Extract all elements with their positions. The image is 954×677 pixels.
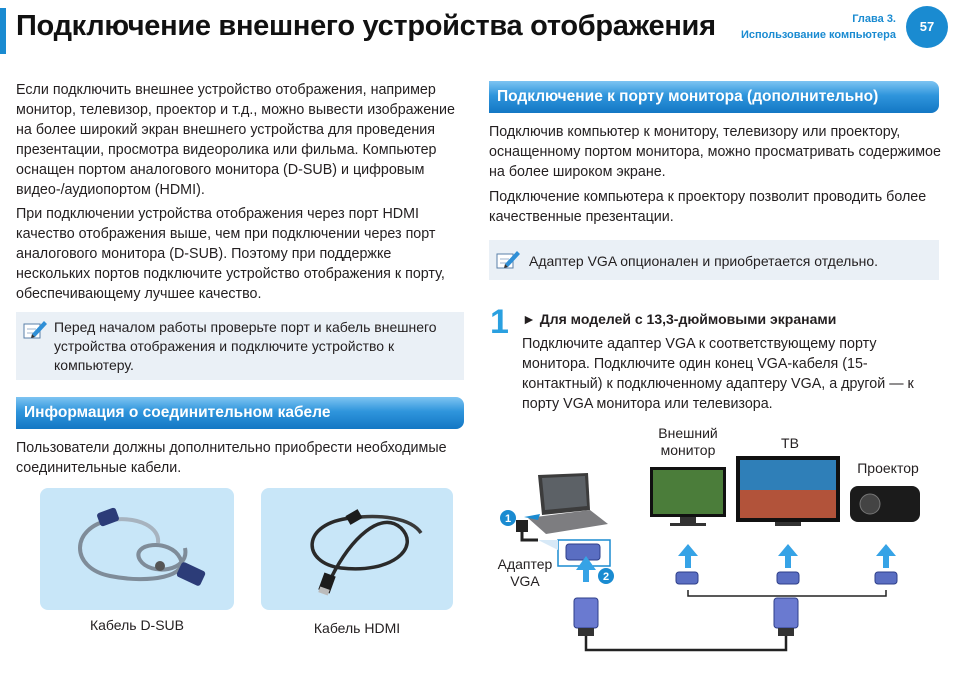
callout-1-number: 1 xyxy=(504,513,512,525)
adapter-label: Адаптер VGA xyxy=(497,556,553,589)
intro-paragraph: Если подключить внешнее устройство отображения, например монитор, телевизор, проектор и т.д., можно вывести изображение на более широкий экран внешнего устройства для проведения презентации, просмотра видеоролика или фильма. Компьютер оснащен портом аналогового монитора (D-SUB) и цифровым видео-/аудиопортом (HDMI). xyxy=(16,82,455,198)
dsub-cable-card xyxy=(40,488,234,610)
vga-cable-plugs xyxy=(574,598,798,636)
tv-image xyxy=(736,456,840,526)
step-number: 1 xyxy=(490,303,509,341)
cable-section-text: Пользователи должны дополнительно приобрести необходимые соединительные кабели. xyxy=(16,440,447,476)
hdmi-paragraph: При подключении устройства отображения через порт HDMI качество отображения выше, чем при подключении через порт аналогового монитора (D-SUB). Поэтому при поддержке нескольких портов подключите устройство отображения к порту, обеспечивающему лучшее качество. xyxy=(16,206,445,302)
hdmi-cable-label: Кабель HDMI xyxy=(313,620,401,636)
dsub-cable-image xyxy=(40,488,234,610)
header-accent-bar xyxy=(0,8,6,54)
laptop-image xyxy=(528,473,608,534)
tv-label: ТВ xyxy=(781,435,799,451)
note-pencil-icon xyxy=(495,249,521,271)
monitor-port-section-title: Подключение к порту монитора (дополнительно) xyxy=(489,81,939,113)
cable-section-title: Информация о соединительном кабеле xyxy=(16,397,464,429)
vga-cable-line xyxy=(586,618,786,650)
projector-label: Проектор xyxy=(857,460,919,476)
note-box xyxy=(16,312,464,380)
adapter-note-text: Адаптер VGA опционален и приобретается отдельно. xyxy=(529,253,879,269)
dsub-cable-label: Кабель D-SUB xyxy=(89,617,185,633)
chapter-label: Глава 3. xyxy=(852,13,896,25)
page-title: Подключение внешнего устройства отображения xyxy=(16,10,716,42)
note-text: Перед началом работы проверьте порт и кабель внешнего устройства отображения и подключите устройство к компьютеру. xyxy=(54,319,437,373)
connection-diagram xyxy=(490,440,945,665)
monitor-label: Внешний монитор xyxy=(658,425,718,458)
chapter-info xyxy=(741,11,896,43)
callout-2 xyxy=(598,568,614,584)
adapter-note-box xyxy=(489,240,939,280)
external-monitor-image xyxy=(650,467,726,526)
vga-adapter-plug xyxy=(516,520,528,532)
projector-paragraph: Подключение компьютера к проектору позволит проводить более качественные презентации. xyxy=(489,189,927,225)
hdmi-cable-image xyxy=(261,488,453,610)
hdmi-cable-card xyxy=(261,488,453,610)
up-arrows xyxy=(576,544,896,582)
chapter-subtitle: Использование компьютера xyxy=(740,29,896,41)
page-number: 57 xyxy=(906,6,948,48)
monitor-port-paragraph: Подключив компьютер к монитору, телевизору или проектору, оснащенному портом монитора, можно просматривать содержимое на более широком экране. xyxy=(489,124,941,180)
projector-image xyxy=(850,486,920,522)
step-heading: ► Для моделей с 13,3-дюймовыми экранами xyxy=(522,311,837,327)
step-text: Подключите адаптер VGA к соответствующему порту монитора. Подключите один конец VGA-кабеля (15-контактный) к подключенному адаптеру VGA, а другой — к порту VGA монитора или телевизора. xyxy=(522,336,914,412)
device-vga-ports xyxy=(676,572,897,584)
note-pencil-icon xyxy=(22,319,48,341)
callout-2-number: 2 xyxy=(602,571,610,583)
